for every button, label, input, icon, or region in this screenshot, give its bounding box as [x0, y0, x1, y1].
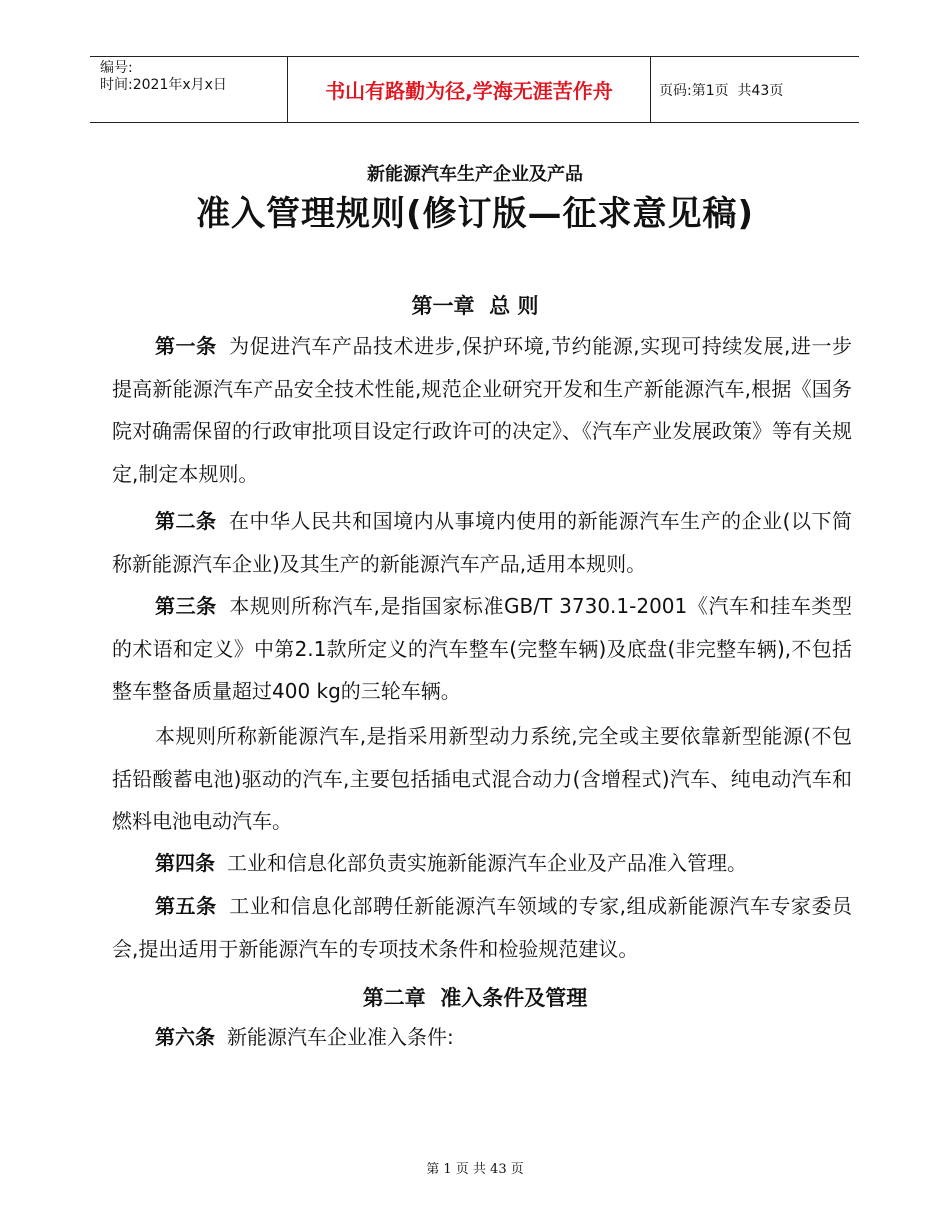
- header-table: [90, 56, 859, 123]
- page-footer: 第 1 页 共 43 页: [426, 1162, 524, 1177]
- header-meta: [90, 57, 287, 122]
- article-5: [112, 885, 852, 970]
- article-label: 第一条: [155, 334, 217, 358]
- article-text: 工业和信息化部负责实施新能源汽车企业及产品准入管理。: [227, 851, 747, 875]
- article-label: 第六条: [155, 1025, 215, 1049]
- article-2: [112, 500, 852, 585]
- article-3-definition: [112, 715, 852, 843]
- article-label: 第四条: [155, 851, 215, 875]
- article-4: [112, 842, 852, 885]
- header-page-info: 页码:第1页 共43页: [659, 82, 784, 99]
- article-1: [112, 325, 852, 495]
- article-text: 本规则所称新能源汽车,是指采用新型动力系统,完全或主要依靠新型能源(不包括铅酸蓄电池)驱动的汽车,主要包括插电式混合动力(含增程式)汽车、纯电动汽车和燃料电池电动汽车。: [112, 724, 852, 833]
- article-text: 本规则所称汽车,是指国家标准GB/T 3730.1-2001《汽车和挂车类型的术语和定义》中第2.1款所定义的汽车整车(完整车辆)及底盘(非完整车辆),不包括整车整备质量超过400 kg的三轮车辆。: [112, 594, 853, 703]
- doc-title: 准入管理规则(修订版—征求意见稿): [195, 194, 755, 234]
- article-text: 为促进汽车产品技术进步,保护环境,节约能源,实现可持续发展,进一步提高新能源汽车产品安全技术性能,规范企业研究开发和生产新能源汽车,根据《国务院对确需保留的行政审批项目设定行政许可的决定》、《汽车产业发展政策》等有关规定,制定本规则。: [112, 334, 853, 486]
- article-text: 新能源汽车企业准入条件:: [227, 1025, 454, 1049]
- header-motto: 书山有路勤为径,学海无涯苦作舟: [287, 57, 651, 122]
- article-label: 第五条: [155, 894, 217, 918]
- article-label: 第二条: [155, 509, 217, 533]
- doc-time-label: 时间:2021年x月x日: [100, 77, 227, 93]
- article-3: [112, 585, 852, 713]
- article-6: [112, 1016, 852, 1059]
- doc-subtitle: 新能源汽车生产企业及产品: [367, 164, 583, 185]
- chapter-1-heading: 第一章 总 则: [411, 294, 539, 318]
- article-text: 在中华人民共和国境内从事境内使用的新能源汽车生产的企业(以下简称新能源汽车企业)及其生产的新能源汽车产品,适用本规则。: [112, 509, 853, 576]
- doc-number-label: 编号:: [100, 60, 133, 76]
- chapter-2-heading: 第二章 准入条件及管理: [362, 986, 588, 1010]
- article-label: 第三条: [155, 594, 217, 618]
- article-text: 工业和信息化部聘任新能源汽车领域的专家,组成新能源汽车专家委员会,提出适用于新能源汽车的专项技术条件和检验规范建议。: [112, 894, 853, 961]
